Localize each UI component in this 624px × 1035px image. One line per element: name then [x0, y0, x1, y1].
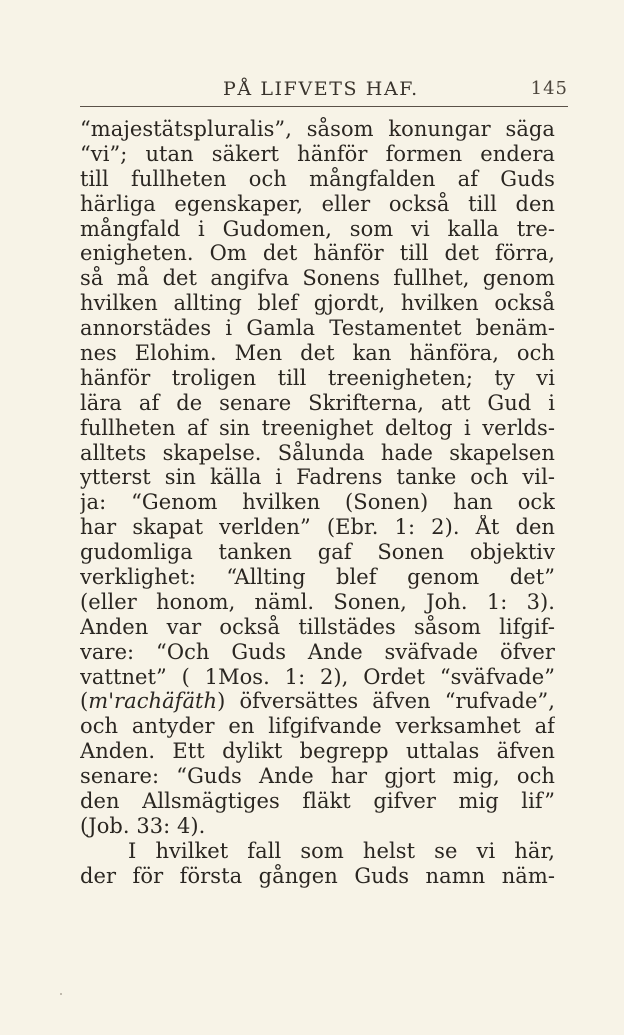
text-line: enigheten. Om det hänför till det förra,: [80, 241, 555, 266]
text-line: alltets skapelse. Sålunda hade skapelsen: [80, 440, 555, 465]
header-rule: [80, 106, 568, 107]
text-line: har skapat verlden” (Ebr. 1: 2). Åt den: [80, 515, 555, 540]
text-line: fullheten af sin treenighet deltog i verlds-: [80, 415, 555, 440]
text-line: vattnet” ( 1Mos. 1: 2), Ordet “sväfvade”: [80, 664, 555, 689]
text-line: annorstädes i Gamla Testamentet benäm-: [80, 316, 555, 341]
text-line: härliga egenskaper, eller också till den: [80, 191, 555, 216]
text-line: “vi”; utan säkert hänför formen endera: [80, 141, 555, 166]
running-head: PÅ LIFVETS HAF.: [223, 78, 419, 100]
text-line: den Allsmägtiges fläkt gifver mig lif”: [80, 789, 555, 814]
text-line: verklighet: “Allting blef genom det”: [80, 565, 555, 590]
text-line: mångfald i Gudomen, som vi kalla tre-: [80, 216, 555, 241]
text-line: hvilken allting blef gjordt, hvilken också: [80, 291, 555, 316]
page-header: [78, 78, 568, 104]
text-line: gudomliga tanken gaf Sonen objektiv: [80, 540, 555, 565]
text-line: “majestätspluralis”, såsom konungar säga: [80, 117, 555, 141]
page-speck: [60, 993, 62, 995]
text-line-with-italic: [80, 689, 555, 714]
italic-line-prefix: (: [80, 689, 89, 714]
text-line: ytterst sin källa i Fadrens tanke och vil-: [80, 465, 555, 490]
page-number: 145: [530, 78, 568, 99]
body-text: [80, 117, 555, 889]
text-line: lära af de senare Skrifterna, att Gud i: [80, 390, 555, 415]
next-paragraph-line: I hvilket fall som helst se vi här,: [128, 838, 555, 863]
text-line: och antyder en lifgifvande verksamhet af: [80, 714, 555, 739]
text-line: nes Elohim. Men det kan hänföra, och: [80, 341, 555, 366]
text-line: senare: “Guds Ande har gjort mig, och: [80, 764, 555, 789]
text-line: Anden. Ett dylikt begrepp uttalas äfven: [80, 739, 555, 764]
next-paragraph-line: der för första gången Guds namn näm-: [80, 863, 555, 888]
text-line: vare: “Och Guds Ande sväfvade öfver: [80, 639, 555, 664]
text-line: ja: “Genom hvilken (Sonen) han ock: [80, 490, 555, 515]
text-line: Anden var också tillstädes såsom lifgif-: [80, 614, 555, 639]
text-line: till fullheten och mångfalden af Guds: [80, 166, 555, 191]
text-line: (eller honom, näml. Sonen, Joh. 1: 3).: [80, 589, 555, 614]
italic-line-suffix: ) öfversättes äfven “rufvade”,: [217, 689, 555, 714]
text-line: så må det angifva Sonens fullhet, genom: [80, 266, 555, 291]
text-line: hänför troligen till treenigheten; ty vi: [80, 365, 555, 390]
paragraph-end-line: (Job. 33: 4).: [80, 813, 206, 838]
hebrew-transliteration: m'rachäfäth: [88, 689, 218, 714]
